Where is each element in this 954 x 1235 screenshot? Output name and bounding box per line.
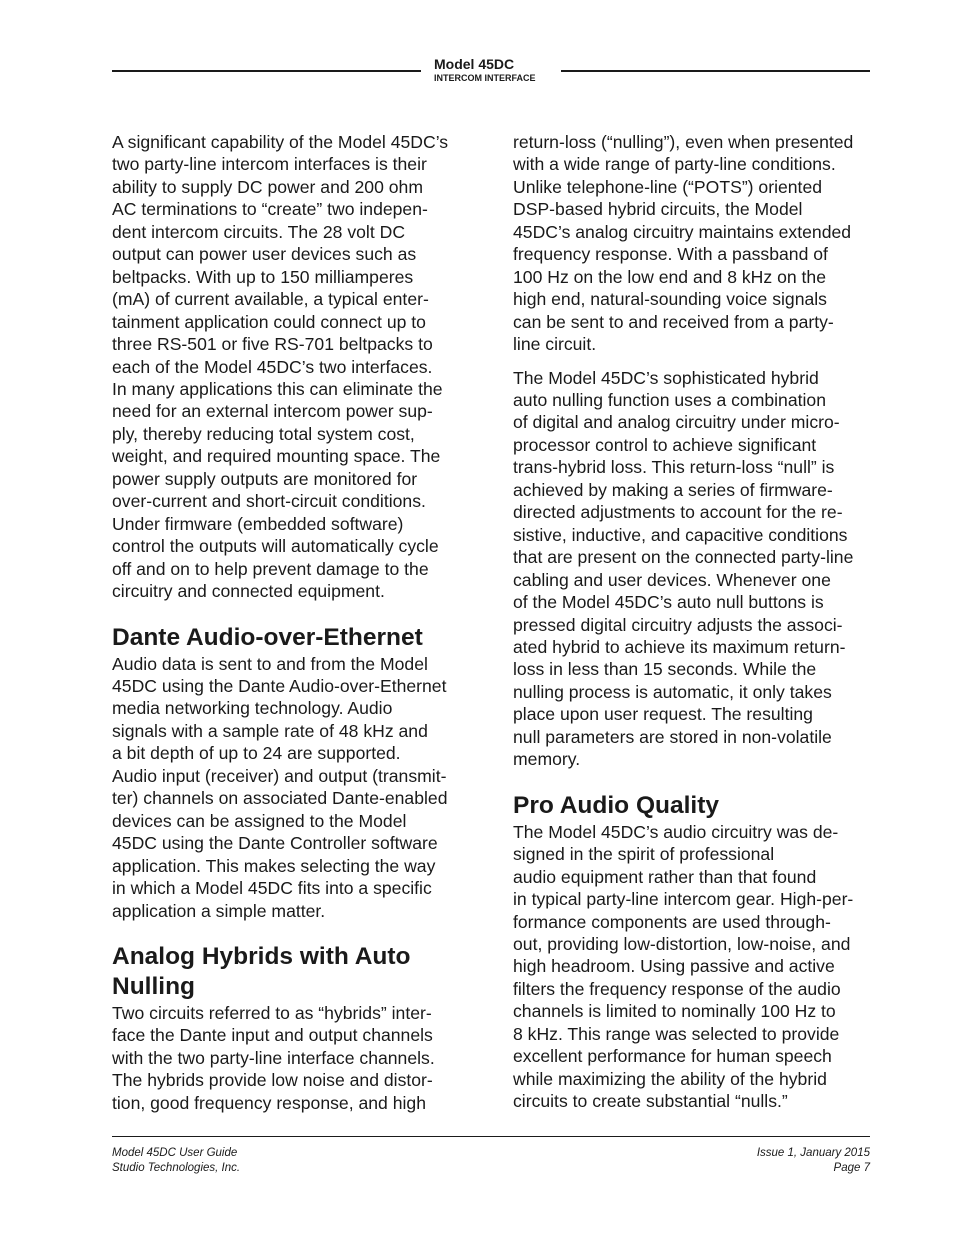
text-line: frequency response. With a passband of — [513, 244, 828, 265]
text-line: AC terminations to “create” two indepen- — [112, 199, 428, 220]
text-line: nulling process is automatic, it only takes — [513, 681, 832, 702]
text-line: tainment application could connect up to — [112, 311, 426, 332]
text-line: Unlike telephone-line (“POTS”) oriented — [513, 176, 823, 197]
text-line: (mA) of current available, a typical enter- — [112, 289, 429, 310]
text-line: need for an external intercom power sup- — [112, 401, 433, 422]
text-line: beltpacks. With up to 150 milliamperes — [112, 266, 414, 287]
text-line: devices can be assigned to the Model — [112, 810, 407, 831]
text-line: line circuit. — [513, 334, 597, 355]
text-line: Under firmware (embedded software) — [112, 513, 404, 534]
text-line: In many applications this can eliminate the — [112, 378, 443, 399]
text-line: The hybrids provide low noise and distor- — [112, 1070, 433, 1091]
text-line: directed adjustments to account for the re- — [513, 502, 843, 523]
text-line: Two circuits referred to as “hybrids” inter- — [112, 1002, 432, 1023]
text-line: ability to supply DC power and 200 ohm — [112, 176, 423, 197]
text-line: high end, natural-sounding voice signals — [513, 289, 827, 310]
footer-company: Studio Technologies, Inc. — [112, 1161, 241, 1174]
text-line: DSP-based hybrid circuits, the Model — [513, 199, 803, 220]
text-line: tion, good frequency response, and high — [112, 1092, 426, 1113]
text-line: media networking technology. Audio — [112, 698, 393, 719]
text-line: output can power user devices such as — [112, 244, 417, 265]
text-line: ter) channels on associated Dante-enabled — [112, 788, 448, 809]
text-line: excellent performance for human speech — [513, 1046, 832, 1067]
text-line: A significant capability of the Model 45DC’s — [112, 132, 449, 152]
text-line: achieved by making a series of firmware- — [513, 479, 833, 500]
text-line: circuitry and connected equipment. — [112, 581, 385, 602]
text-line: with the two party-line interface channels. — [112, 1047, 435, 1068]
text-line: Audio input (receiver) and output (transmit- — [112, 765, 447, 786]
text-line: a bit depth of up to 24 are supported. — [112, 743, 401, 764]
dante-heading — [112, 623, 492, 653]
text-line: ply, thereby reducing total system cost, — [112, 423, 415, 444]
text-line: channels is limited to nominally 100 Hz to — [513, 1001, 836, 1022]
header-rule-left — [112, 70, 421, 72]
text-line: place upon user request. The resulting — [513, 704, 813, 725]
text-line: with a wide range of party-line conditions. — [513, 154, 836, 175]
text-line: high headroom. Using passive and active — [513, 956, 835, 977]
pro-audio-heading — [513, 791, 893, 821]
text-line: The Model 45DC’s audio circuitry was de- — [513, 821, 839, 842]
text-line: of the Model 45DC’s auto null buttons is — [513, 592, 824, 613]
footer-guide-title: Model 45DC User Guide — [112, 1147, 238, 1159]
text-line: 45DC’s analog circuitry maintains extended — [513, 221, 852, 242]
header-title: Model 45DC — [434, 56, 515, 72]
text-line: three RS-501 or five RS-701 beltpacks to — [112, 334, 433, 355]
text-line: Dante Audio-over-Ethernet — [112, 623, 423, 651]
text-line: Nulling — [112, 972, 196, 1000]
text-line: each of the Model 45DC’s two interfaces. — [112, 356, 433, 377]
text-line: The Model 45DC’s sophisticated hybrid — [513, 367, 819, 388]
text-line: two party-line intercom interfaces is their — [112, 154, 427, 175]
text-line: 100 Hz on the low end and 8 kHz on the — [513, 266, 826, 287]
pro-audio-paragraph — [513, 821, 893, 1113]
text-line: face the Dante input and output channels — [112, 1025, 433, 1046]
text-line: weight, and required mounting space. The — [112, 446, 441, 467]
text-line: 8 kHz. This range was selected to provide — [513, 1023, 840, 1044]
text-line: Audio data is sent to and from the Model — [112, 653, 428, 674]
text-line: audio equipment rather than that found — [513, 866, 817, 887]
text-line: loss in less than 15 seconds. While the — [513, 659, 817, 680]
text-line: 45DC using the Dante Controller software — [112, 833, 438, 854]
text-line: in typical party-line intercom gear. High-per- — [513, 889, 854, 910]
text-line: Analog Hybrids with Auto — [112, 942, 411, 970]
text-line: can be sent to and received from a party- — [513, 311, 834, 332]
hybrids-heading — [112, 942, 492, 1002]
text-line: application a simple matter. — [112, 900, 326, 921]
text-line: circuits to create substantial “nulls.” — [513, 1091, 788, 1112]
text-line: filters the frequency response of the audio — [513, 978, 841, 999]
text-line: dent intercom circuits. The 28 volt DC — [112, 221, 406, 242]
text-line: ated hybrid to achieve its maximum return- — [513, 636, 846, 657]
header-rule-right — [561, 70, 870, 72]
text-line: signed in the spirit of professional — [513, 844, 775, 865]
text-line: of digital and analog circuitry under micro- — [513, 412, 840, 433]
nulling-paragraph — [513, 367, 893, 771]
text-line: 45DC using the Dante Audio-over-Ethernet — [112, 675, 447, 696]
footer-left — [112, 1146, 240, 1175]
text-line: formance components are used through- — [513, 911, 831, 932]
text-line: auto nulling function uses a combination — [513, 389, 826, 410]
text-line: sistive, inductive, and capacitive conditions — [513, 524, 848, 545]
text-line: control the outputs will automatically cycle — [112, 536, 439, 557]
text-line: signals with a sample rate of 48 kHz and — [112, 720, 428, 741]
text-line: null parameters are stored in non-volatile — [513, 726, 832, 747]
hybrids-paragraph — [112, 1002, 492, 1114]
text-line: application. This makes selecting the way — [112, 855, 436, 876]
text-line: that are present on the connected party-line — [513, 547, 854, 568]
intro-paragraph — [112, 131, 492, 603]
text-line: processor control to achieve significant — [513, 434, 817, 455]
text-line: Pro Audio Quality — [513, 791, 719, 819]
text-line: return-loss (“nulling”), even when presented — [513, 132, 854, 152]
text-line: over-current and short-circuit conditions. — [112, 491, 426, 512]
footer-right — [660, 1146, 870, 1175]
text-line: while maximizing the ability of the hybrid — [513, 1068, 827, 1089]
text-line: memory. — [513, 749, 581, 770]
text-line: in which a Model 45DC fits into a specific — [112, 878, 432, 899]
left-column — [112, 131, 492, 1125]
dante-paragraph — [112, 653, 492, 922]
header-subtitle: INTERCOM INTERFACE — [434, 73, 536, 83]
text-line: power supply outputs are monitored for — [112, 468, 418, 489]
right-column — [513, 131, 893, 1124]
text-line: out, providing low-distortion, low-noise, and — [513, 933, 851, 954]
footer-page-number: Page 7 — [833, 1161, 870, 1174]
text-line: trans-hybrid loss. This return-loss “null” is — [513, 457, 835, 478]
footer-rule — [112, 1136, 870, 1137]
footer-issue: Issue 1, January 2015 — [756, 1147, 870, 1159]
text-line: pressed digital circuitry adjusts the associ- — [513, 614, 843, 635]
text-line: cabling and user devices. Whenever one — [513, 569, 831, 590]
continued-paragraph — [513, 131, 893, 356]
text-line: off and on to help prevent damage to the — [112, 558, 429, 579]
